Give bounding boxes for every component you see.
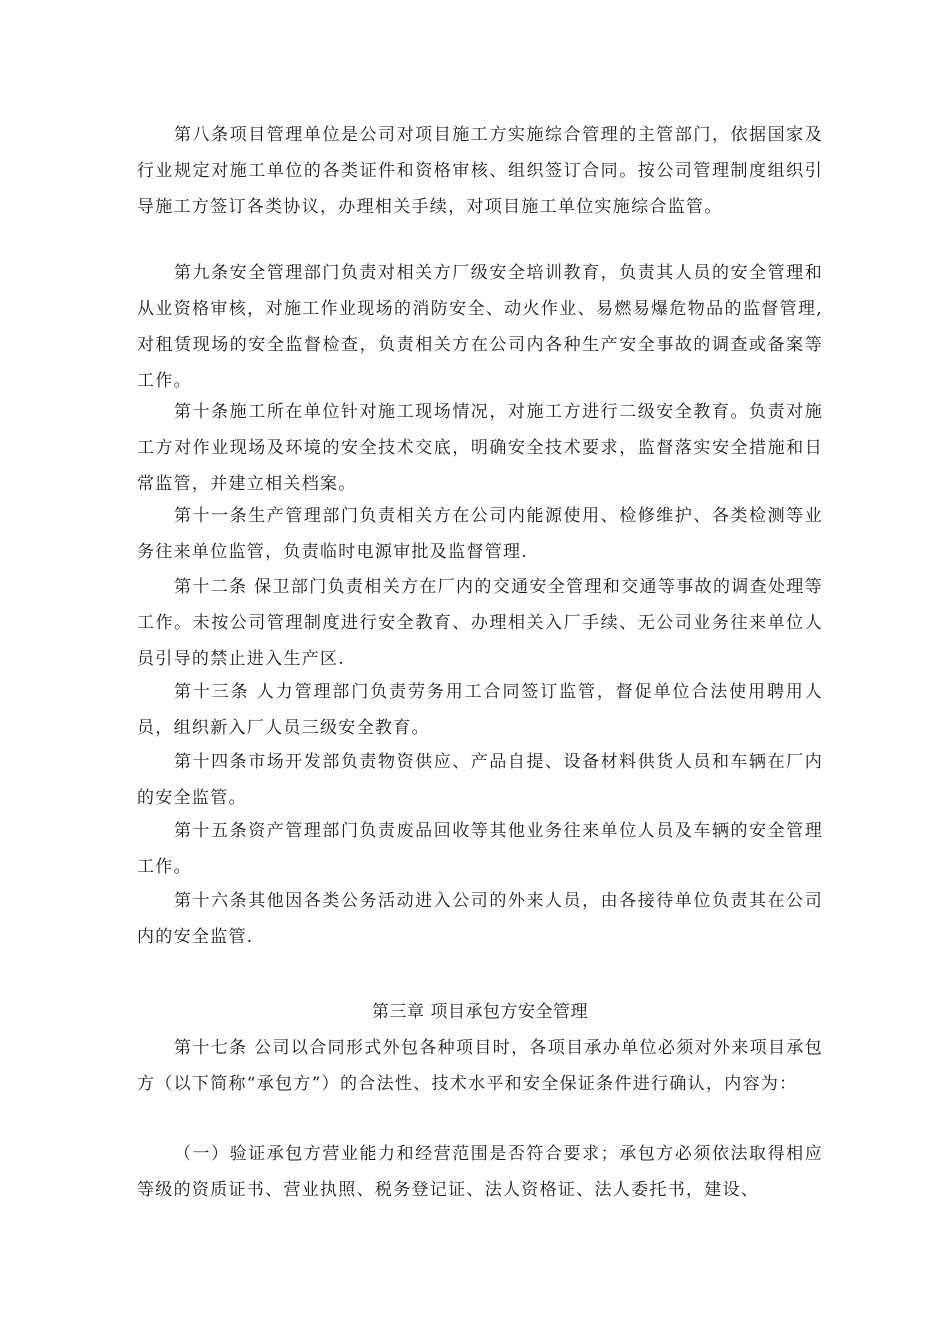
article-14: 第十四条市场开发部负责物资供应、产品自提、设备材料供货人员和车辆在厂内的安全监管。 (137, 752, 823, 808)
article-16: 第十六条其他因各类公务活动进入公司的外来人员，由各接待单位负责其在公司内的安全监管. (137, 891, 823, 947)
chapter-title: 第三章 项目承包方安全管理 (372, 1002, 588, 1022)
article-10: 第十条施工所在单位针对施工现场情况，对施工方进行二级安全教育。负责对施工方对作业现场及环境的安全技术交底，明确安全技术要求，监督落实安全措施和日常监管，并建立相关档案。 (137, 402, 823, 494)
article-12: 第十二条 保卫部门负责相关方在厂内的交通安全管理和交通等事故的调查处理等工作。未按公司管理制度进行安全教育、办理相关入厂手续、无公司业务往来单位人员引导的禁止进入生产区. (137, 577, 823, 669)
clause-1: （一）验证承包方营业能力和经营范围是否符合要求；承包方必须依法取得相应等级的资质证书、营业执照、税务登记证、法人资格证、法人委托书，建设、 (137, 1144, 823, 1200)
article-8: 第八条项目管理单位是公司对项目施工方实施综合管理的主管部门，依据国家及行业规定对施工单位的各类证件和资格审核、组织签订合同。按公司管理制度组织引导施工方签订各类协议，办理相关手续，对项目施工单位实施综合监管。 (137, 125, 823, 217)
article-17: 第十七条 公司以合同形式外包各种项目时，各项目承办单位必须对外来项目承包方（以下简称“承包方”）的合法性、技术水平和安全保证条件进行确认，内容为： (137, 1038, 823, 1094)
article-11: 第十一条生产管理部门负责相关方在公司内能源使用、检修维护、各类检测等业务往来单位监管，负责临时电源审批及监督管理. (137, 506, 823, 562)
article-13: 第十三条 人力管理部门负责劳务用工合同签订监管，督促单位合法使用聘用人员，组织新入厂人员三级安全教育。 (137, 682, 823, 738)
article-15: 第十五条资产管理部门负责废品回收等其他业务往来单位人员及车辆的安全管理工作。 (137, 821, 823, 877)
article-9: 第九条安全管理部门负责对相关方厂级安全培训教育，负责其人员的安全管理和从业资格审核，对施工作业现场的消防安全、动火作业、易燃易爆危物品的监督管理,对租赁现场的安全监督检查，负责相关方在公司内各种生产安全事故的调查或备案等工作。 (137, 263, 823, 391)
